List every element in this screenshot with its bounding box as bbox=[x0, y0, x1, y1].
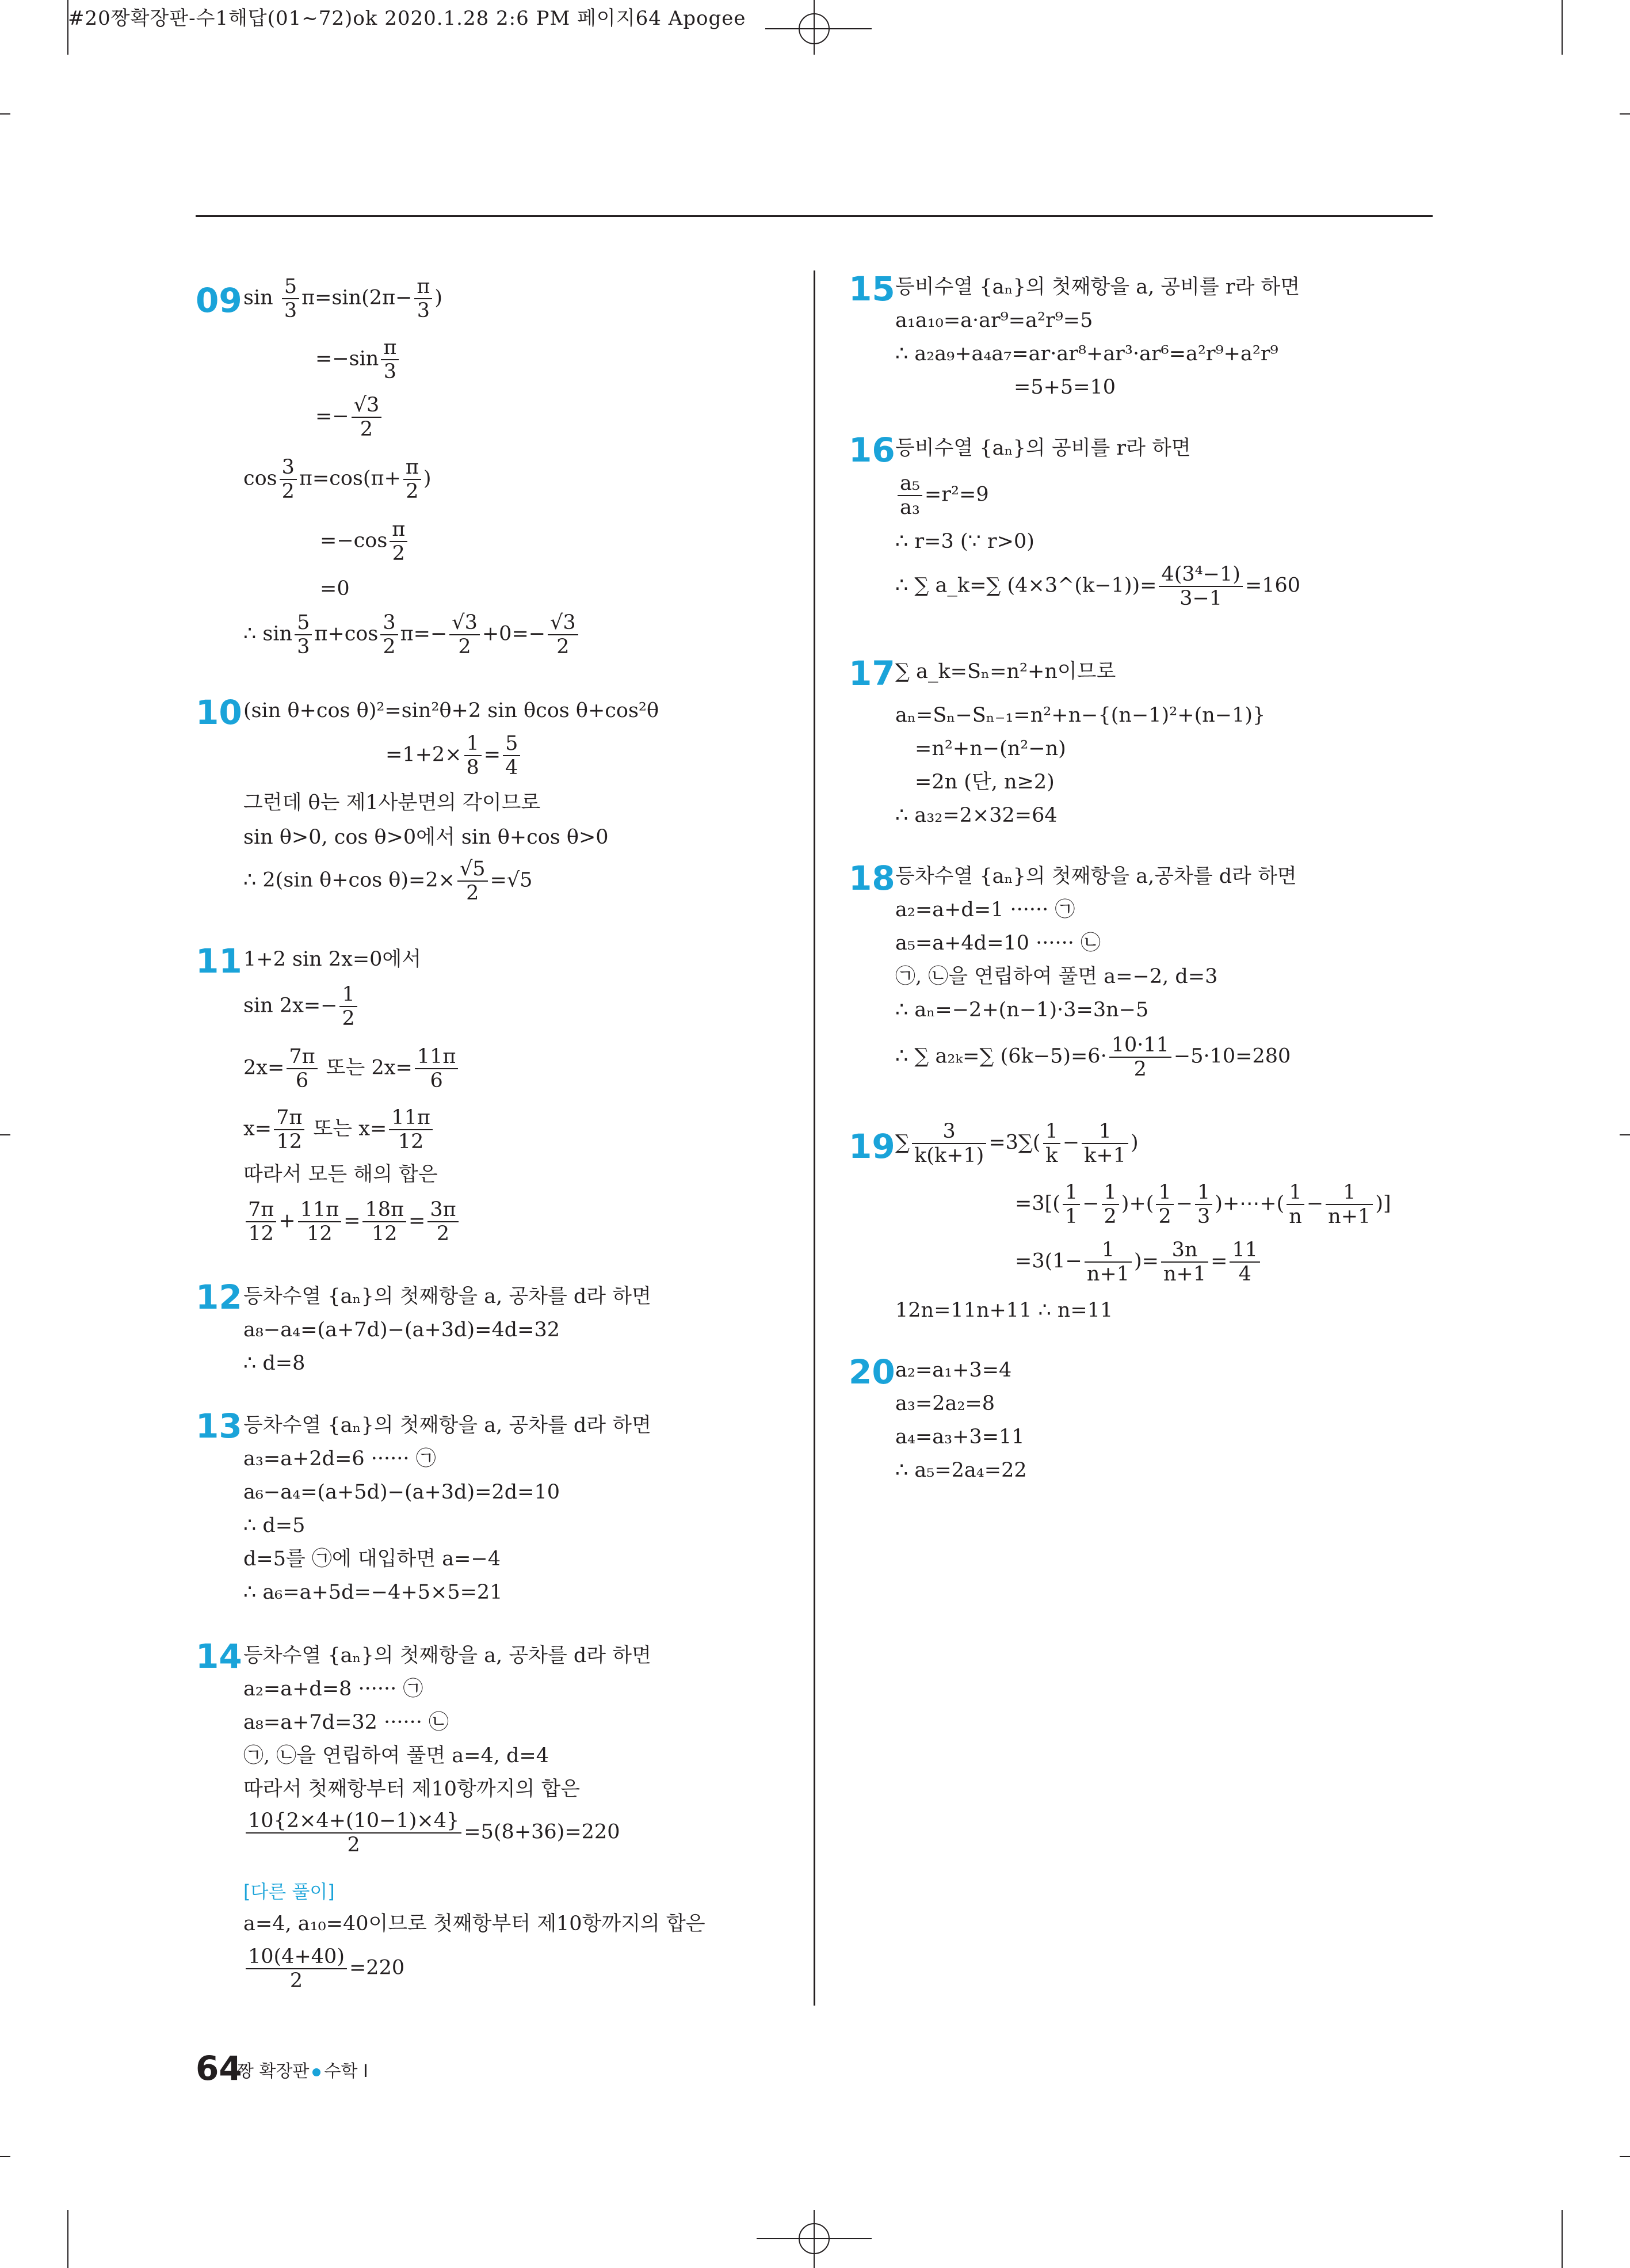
solution-line: a₃=a+2d=6 ······ ㉠ bbox=[243, 1447, 436, 1470]
solution-line: ∴ r=3 (∵ r>0) bbox=[895, 530, 1035, 553]
solution-line: ∑ a_k=Sₙ=n²+n이므로 bbox=[895, 660, 1116, 683]
problem-number: 09 bbox=[196, 281, 242, 320]
solution-line: =3(1− $\frac{1}{n+1}$ )= $\frac{3n}{n+1}$ = $\frac{11}{4}$ bbox=[1015, 1238, 1262, 1286]
solution-line: ∴ a₆=a+5d=−4+5×5=21 bbox=[243, 1581, 503, 1604]
solution-line: $\frac{10(4+40)}{2}$ =220 bbox=[243, 1945, 404, 1992]
solution-line: (sin θ+cos θ)²=sin²θ+2 sin θcos θ+cos²θ bbox=[243, 699, 659, 722]
problem-number: 12 bbox=[196, 1278, 242, 1317]
solution-line: sin θ>0, cos θ>0에서 sin θ+cos θ>0 bbox=[243, 826, 609, 849]
problem-number: 14 bbox=[196, 1637, 242, 1676]
solution-line: =5+5=10 bbox=[1014, 376, 1116, 399]
problem-number: 18 bbox=[849, 859, 895, 898]
solution-line: $\frac{\text{a₅}}{\text{a₃}}$ =r²=9 bbox=[895, 472, 989, 519]
solution-line: 등차수열 {aₙ}의 첫째항을 a, 공차를 d라 하면 bbox=[243, 1414, 651, 1437]
solution-line: a₃=2a₂=8 bbox=[895, 1392, 995, 1415]
solution-line: x= $\frac{7\pi}{12}$ 또는 x= $\frac{11\pi}{12}$ bbox=[243, 1106, 435, 1153]
solution-line: =n²+n−(n²−n) bbox=[915, 737, 1066, 760]
problem-number: 19 bbox=[849, 1127, 895, 1166]
bullet-dot bbox=[312, 2068, 320, 2076]
solution-line: $\frac{10\{2\times 4+(10-1)\times 4\}}{2}$ =5(8+36)=220 bbox=[243, 1809, 620, 1857]
solution-line: ∴ aₙ=−2+(n−1)·3=3n−5 bbox=[895, 998, 1149, 1021]
solution-line: a=4, a₁₀=40이므로 첫째항부터 제10항까지의 합은 bbox=[243, 1912, 705, 1935]
solution-line: cos $\frac{3}{2}$ π=cos(π+ $\frac{\pi}{2}$ ) bbox=[243, 456, 432, 503]
book-title: 짱 확장판 bbox=[237, 2061, 310, 2082]
solution-line: a₂=a+d=8 ······ ㉠ bbox=[243, 1678, 423, 1701]
solution-line: 등비수열 {aₙ}의 첫째항을 a, 공비를 r라 하면 bbox=[895, 276, 1300, 299]
alternative-solution-label: [다른 풀이] bbox=[243, 1881, 335, 1903]
solution-line: a₂=a₁+3=4 bbox=[895, 1359, 1012, 1382]
problem-number: 20 bbox=[849, 1352, 895, 1392]
solution-line: sin $\frac{5}{3}$ π=sin(2π− $\frac{\pi}{3}$ ) bbox=[243, 275, 443, 322]
solution-line: ∴ ∑ a_k=∑ (4×3^(k−1))= $\frac{\text{4(3⁴−1)}}{3-1}$ =160 bbox=[895, 563, 1301, 610]
solution-line: ∴ ∑ a₂ₖ=∑ (6k−5)=6· $\frac{10\cdot 11}{2}$ −5·10=280 bbox=[895, 1034, 1291, 1081]
problem-number: 16 bbox=[849, 430, 895, 470]
solution-line: 등차수열 {aₙ}의 첫째항을 a, 공차를 d라 하면 bbox=[243, 1285, 651, 1308]
solution-line: a₆−a₄=(a+5d)−(a+3d)=2d=10 bbox=[243, 1481, 560, 1504]
solution-line: a₈=a+7d=32 ······ ㉡ bbox=[243, 1711, 449, 1734]
subject-title: 수학 Ⅰ bbox=[324, 2061, 368, 2082]
solution-line: ∴ a₃₂=2×32=64 bbox=[895, 804, 1058, 827]
solution-line: 그런데 θ는 제1사분면의 각이므로 bbox=[243, 791, 541, 814]
solution-line: =−cos $\frac{\pi}{2}$ bbox=[320, 518, 410, 565]
solution-line: ∴ sin $\frac{5}{3}$ π+cos $\frac{3}{2}$ π=− $\frac{√3}{2}$ +0=− $\frac{√3}{2}$ bbox=[243, 611, 581, 658]
running-footer bbox=[237, 2057, 368, 2082]
solution-line: =−sin $\frac{\pi}{3}$ bbox=[315, 336, 401, 383]
problem-number: 10 bbox=[196, 693, 242, 732]
solution-line: a₅=a+4d=10 ······ ㉡ bbox=[895, 932, 1101, 955]
solution-line: ∴ 2(sin θ+cos θ)=2× $\frac{√5}{2}$ =√5 bbox=[243, 857, 533, 905]
page-number: 64 bbox=[196, 2049, 242, 2088]
solution-line: 12n=11n+11 ∴ n=11 bbox=[895, 1299, 1113, 1322]
solution-line: 등차수열 {aₙ}의 첫째항을 a,공차를 d라 하면 bbox=[895, 865, 1297, 888]
problem-number: 11 bbox=[196, 941, 242, 981]
solution-line: 등비수열 {aₙ}의 공비를 r라 하면 bbox=[895, 437, 1191, 460]
solution-line: a₈−a₄=(a+7d)−(a+3d)=4d=32 bbox=[243, 1318, 560, 1341]
solution-line: $\frac{7\pi}{12}$ + $\frac{11\pi}{12}$ = $\frac{18\pi}{12}$ = $\frac{3\pi}{2}$ bbox=[243, 1198, 461, 1245]
problem-number: 17 bbox=[849, 654, 895, 693]
solution-line: =0 bbox=[320, 577, 350, 600]
solution-line: =1+2× $\frac{1}{8}$ = $\frac{5}{4}$ bbox=[385, 732, 522, 779]
solution-line: ∑ $\frac{3}{k(k+1)}$ =3∑( $\frac{1}{k}$ − $\frac{1}{k+1}$ ) bbox=[895, 1120, 1139, 1167]
column-divider bbox=[814, 270, 815, 2006]
solution-line: ∴ d=5 bbox=[243, 1514, 306, 1537]
solution-line: a₁a₁₀=a·ar⁹=a²r⁹=5 bbox=[895, 309, 1093, 332]
solution-line: ㉠, ㉡을 연립하여 풀면 a=−2, d=3 bbox=[895, 965, 1218, 988]
solution-line: =2n (단, n≥2) bbox=[915, 771, 1055, 794]
solution-line: ∴ a₅=2a₄=22 bbox=[895, 1459, 1027, 1482]
solution-line: a₄=a₃+3=11 bbox=[895, 1425, 1025, 1449]
solution-line: =3[( $\frac{1}{1}$ − $\frac{1}{2}$ )+( $\frac{1}{2}$ − $\frac{1}{3}$ )+⋯+( $\frac{1}{n}$ − $\frac{1}{n+1}$ )] bbox=[1015, 1181, 1391, 1228]
solution-line: 따라서 모든 해의 합은 bbox=[243, 1163, 438, 1186]
solution-line: 2x= $\frac{7\pi}{6}$ 또는 2x= $\frac{11\pi}{6}$ bbox=[243, 1045, 460, 1092]
solution-line: 따라서 첫째항부터 제10항까지의 합은 bbox=[243, 1778, 581, 1801]
solution-line: aₙ=Sₙ−Sₙ₋₁=n²+n−{(n−1)²+(n−1)} bbox=[895, 704, 1266, 727]
problem-number: 13 bbox=[196, 1406, 242, 1446]
solution-line: d=5를 ㉠에 대입하면 a=−4 bbox=[243, 1547, 501, 1571]
solution-line: 1+2 sin 2x=0에서 bbox=[243, 948, 422, 971]
solution-line: ∴ a₂a₉+a₄a₇=ar·ar⁸+ar³·ar⁶=a²r⁹+a²r⁹ bbox=[895, 342, 1278, 365]
solution-line: ㉠, ㉡을 연립하여 풀면 a=4, d=4 bbox=[243, 1744, 549, 1767]
solution-line: a₂=a+d=1 ······ ㉠ bbox=[895, 898, 1075, 921]
solution-line: 등차수열 {aₙ}의 첫째항을 a, 공차를 d라 하면 bbox=[243, 1644, 651, 1667]
solution-line: ∴ d=8 bbox=[243, 1352, 306, 1375]
print-slug: #20짱확장판-수1해답(01~72)ok 2020.1.28 2:6 PM 페이지64 Apogee bbox=[68, 7, 746, 30]
solution-line: sin 2x=− $\frac{1}{2}$ bbox=[243, 983, 360, 1030]
solution-line: =− $\frac{√3}{2}$ bbox=[315, 394, 384, 441]
problem-number: 15 bbox=[849, 269, 895, 308]
top-rule bbox=[196, 215, 1433, 217]
